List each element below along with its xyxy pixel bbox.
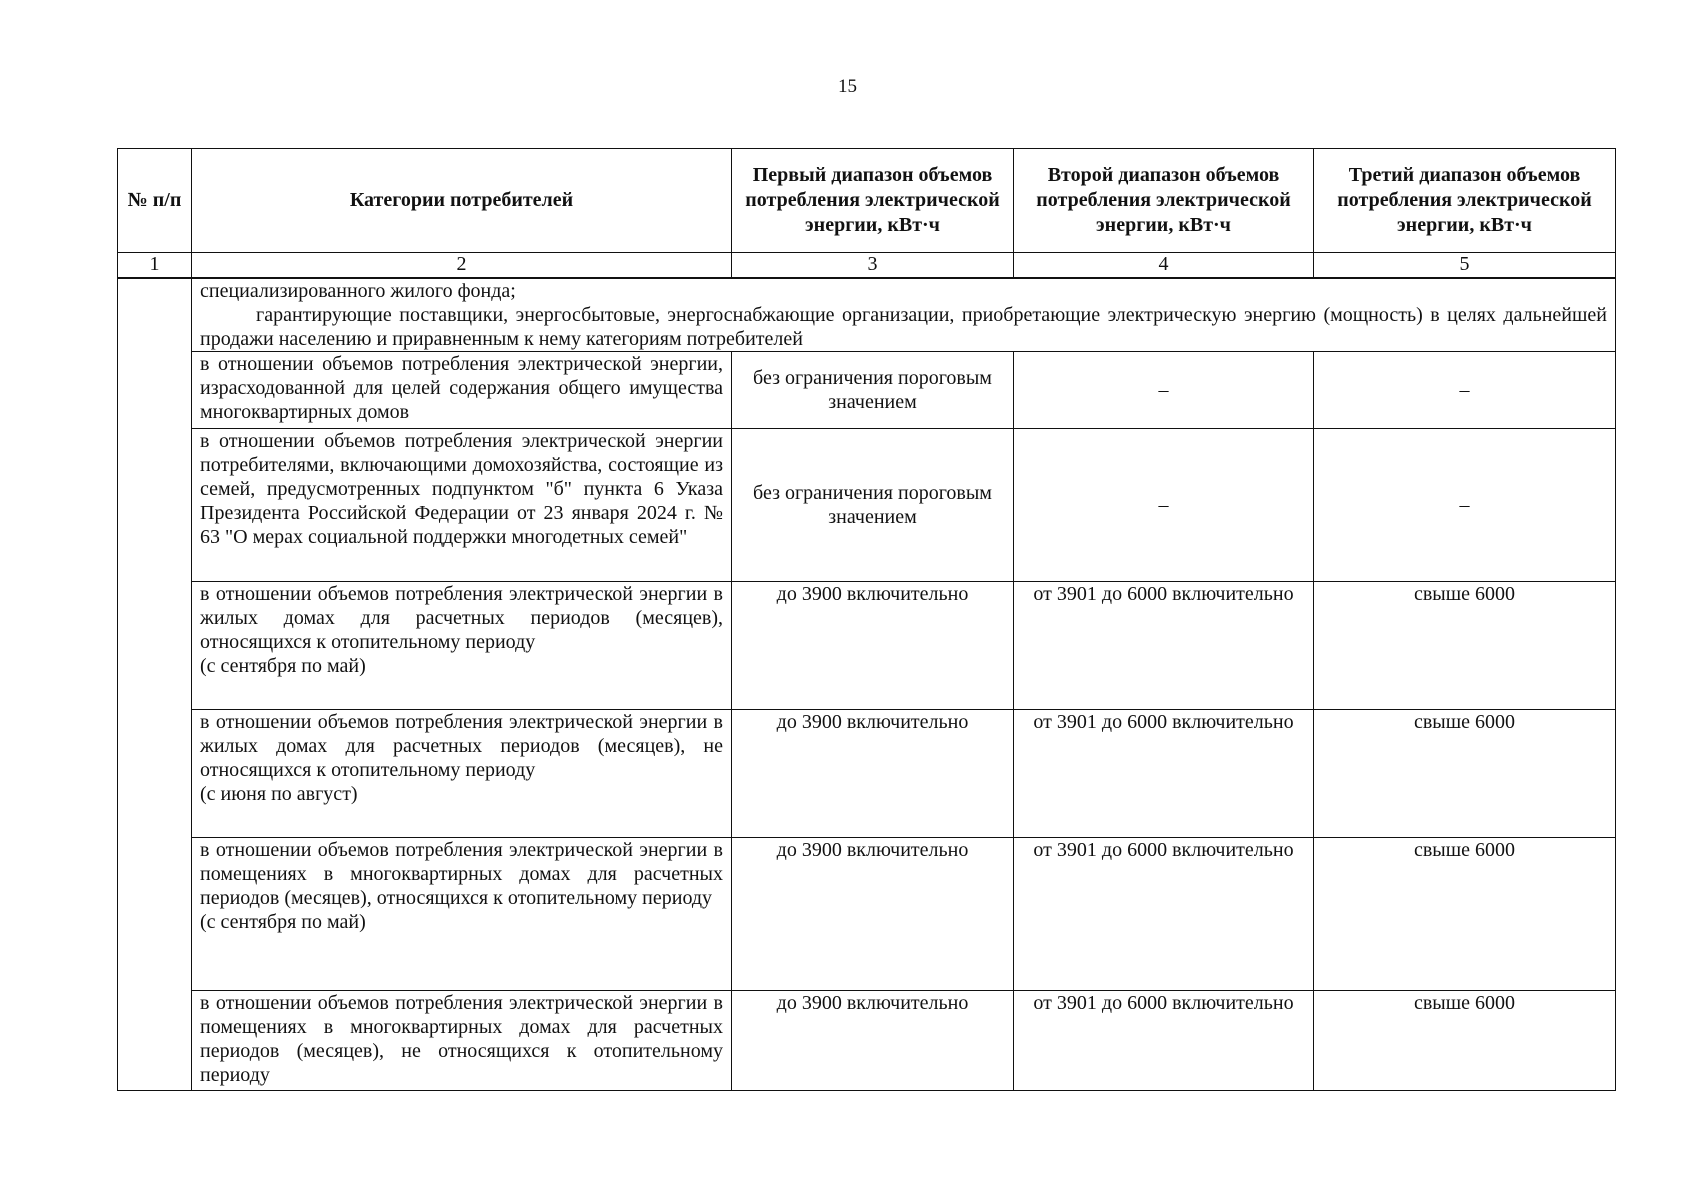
category-cell: в отношении объемов потребления электрической энергии, израсходованной для целей содержания общего имущества многоквартирных домов bbox=[192, 351, 732, 428]
range-3-cell: свыше 6000 bbox=[1314, 581, 1616, 709]
range-2-cell: от 3901 до 6000 включительно bbox=[1014, 990, 1314, 1090]
category-text: в отношении объемов потребления электрической энергии в помещениях в многоквартирных домах для расчетных периодов (месяцев), относящихся к отопительному периоду bbox=[200, 838, 723, 909]
table-row bbox=[118, 428, 1616, 581]
table-row bbox=[118, 709, 1616, 837]
range-1-cell: до 3900 включительно bbox=[732, 581, 1014, 709]
header-category: Категории потребителей bbox=[192, 149, 732, 253]
range-3-cell: свыше 6000 bbox=[1314, 990, 1616, 1090]
category-cell bbox=[192, 837, 732, 990]
range-2-cell: от 3901 до 6000 включительно bbox=[1014, 837, 1314, 990]
intro-cell bbox=[192, 278, 1616, 352]
table-row bbox=[118, 351, 1616, 428]
category-text: в отношении объемов потребления электрической энергии в жилых домах для расчетных периодов (месяцев), не относящихся к отопительному периоду bbox=[200, 710, 723, 781]
table-row bbox=[118, 837, 1616, 990]
intro-line: специализированного жилого фонда; bbox=[200, 279, 516, 302]
intro-row bbox=[118, 278, 1616, 352]
range-1-cell: до 3900 включительно bbox=[732, 990, 1014, 1090]
table-header-row bbox=[118, 149, 1616, 253]
category-cell: в отношении объемов потребления электрической энергии в помещениях в многоквартирных домах для расчетных периодов (месяцев), не относящихся к отопительному периоду bbox=[192, 990, 732, 1090]
table-row bbox=[118, 581, 1616, 709]
range-2-cell: от 3901 до 6000 включительно bbox=[1014, 581, 1314, 709]
range-2-cell: от 3901 до 6000 включительно bbox=[1014, 709, 1314, 837]
number-cell bbox=[118, 278, 192, 1091]
range-2-cell: – bbox=[1014, 351, 1314, 428]
category-period-note: (с сентября по май) bbox=[200, 654, 366, 677]
header-range-3: Третий диапазон объемов потребления электрической энергии, кВт·ч bbox=[1314, 149, 1616, 253]
range-3-cell: свыше 6000 bbox=[1314, 709, 1616, 837]
range-1-cell: без ограничения пороговым значением bbox=[732, 351, 1014, 428]
intro-paragraph: гарантирующие поставщики, энергосбытовые, энергоснабжающие организации, приобретающие электрическую энергию (мощность) в целях дальнейшей продажи населению и приравненным к нему категориям потребителей bbox=[200, 303, 1607, 350]
column-number: 3 bbox=[732, 253, 1014, 278]
header-range-1: Первый диапазон объемов потребления электрической энергии, кВт·ч bbox=[732, 149, 1014, 253]
category-cell: в отношении объемов потребления электрической энергии потребителями, включающими домохозяйства, состоящие из семей, предусмотренных подпунктом "б" пункта 6 Указа Президента Российской Федерации от 23 января 2024 г. № 63 "О мерах социальной поддержки многодетных семей" bbox=[192, 428, 732, 581]
column-number-row bbox=[118, 253, 1616, 278]
category-period-note: (с июня по август) bbox=[200, 782, 358, 805]
range-3-cell: свыше 6000 bbox=[1314, 837, 1616, 990]
range-1-cell: без ограничения пороговым значением bbox=[732, 428, 1014, 581]
category-period-note: (с сентября по май) bbox=[200, 910, 366, 933]
category-cell bbox=[192, 581, 732, 709]
header-number: № п/п bbox=[118, 149, 192, 253]
range-2-cell: – bbox=[1014, 428, 1314, 581]
column-number: 5 bbox=[1314, 253, 1616, 278]
column-number: 1 bbox=[118, 253, 192, 278]
page-number: 15 bbox=[838, 76, 857, 97]
header-range-2: Второй диапазон объемов потребления электрической энергии, кВт·ч bbox=[1014, 149, 1314, 253]
column-number: 2 bbox=[192, 253, 732, 278]
category-cell bbox=[192, 709, 732, 837]
table-row bbox=[118, 990, 1616, 1090]
range-1-cell: до 3900 включительно bbox=[732, 709, 1014, 837]
column-number: 4 bbox=[1014, 253, 1314, 278]
range-3-cell: – bbox=[1314, 351, 1616, 428]
tariff-ranges-table bbox=[117, 148, 1616, 1091]
category-text: в отношении объемов потребления электрической энергии в жилых домах для расчетных периодов (месяцев), относящихся к отопительному периоду bbox=[200, 582, 723, 653]
range-3-cell: – bbox=[1314, 428, 1616, 581]
range-1-cell: до 3900 включительно bbox=[732, 837, 1014, 990]
